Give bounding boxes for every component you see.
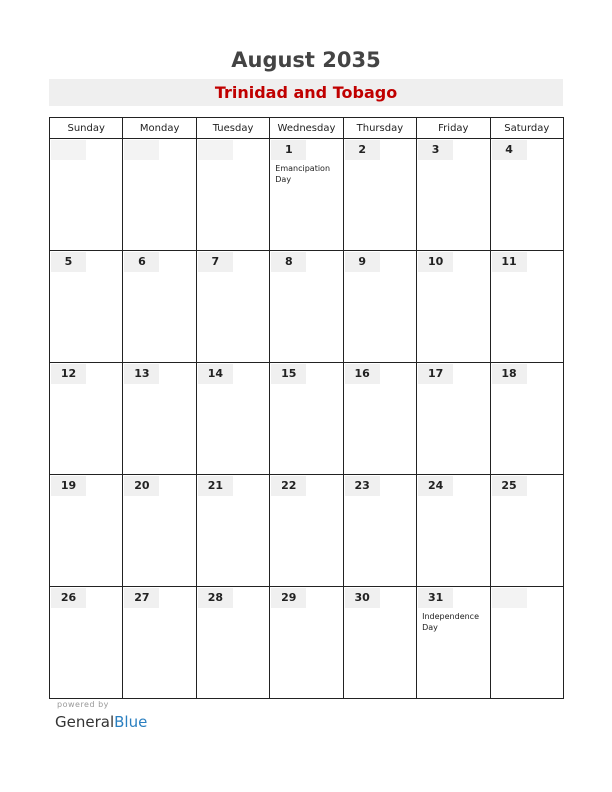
week-row	[50, 475, 564, 587]
powered-by-text: powered by	[57, 700, 109, 709]
weekday-header: Wednesday	[270, 118, 343, 139]
day-cell	[343, 139, 416, 251]
day-cell	[490, 251, 563, 363]
day-cell	[123, 363, 196, 475]
week-row	[50, 139, 564, 251]
day-number: 15	[271, 364, 306, 384]
day-number: 5	[51, 252, 86, 272]
country-name: Trinidad and Tobago	[214, 83, 398, 102]
day-cell	[490, 139, 563, 251]
day-cell	[196, 139, 269, 251]
day-number: 21	[198, 476, 233, 496]
day-cell	[270, 251, 343, 363]
brand-logo[interactable]	[55, 713, 147, 731]
day-number: 9	[345, 252, 380, 272]
day-cell	[270, 363, 343, 475]
week-row	[50, 251, 564, 363]
day-cell	[417, 363, 490, 475]
day-cell	[123, 587, 196, 699]
calendar-grid	[49, 117, 564, 699]
day-number: 20	[124, 476, 159, 496]
page-title: August 2035	[231, 48, 381, 72]
day-number: 18	[492, 364, 527, 384]
day-cell	[50, 587, 123, 699]
brand-general: General	[55, 713, 115, 731]
day-cell	[490, 475, 563, 587]
day-number: 26	[51, 588, 86, 608]
weekday-header: Thursday	[343, 118, 416, 139]
day-cell	[343, 251, 416, 363]
day-cell	[417, 475, 490, 587]
day-number: 27	[124, 588, 159, 608]
day-number	[124, 140, 159, 160]
day-number: 12	[51, 364, 86, 384]
day-cell	[123, 139, 196, 251]
day-number: 14	[198, 364, 233, 384]
day-number: 13	[124, 364, 159, 384]
day-cell	[50, 251, 123, 363]
holiday-label: Independence Day	[422, 612, 479, 632]
day-cell	[196, 475, 269, 587]
day-number	[198, 140, 233, 160]
weekday-header: Monday	[123, 118, 196, 139]
day-number: 17	[418, 364, 453, 384]
day-number: 22	[271, 476, 306, 496]
day-number	[51, 140, 86, 160]
holiday-label: Emancipation Day	[275, 164, 331, 184]
day-number: 11	[492, 252, 527, 272]
day-number: 25	[492, 476, 527, 496]
day-cell	[270, 587, 343, 699]
day-cell	[196, 587, 269, 699]
day-number	[492, 588, 527, 608]
day-cell	[343, 587, 416, 699]
day-number: 4	[492, 140, 527, 160]
day-cell	[343, 363, 416, 475]
week-row	[50, 363, 564, 475]
weekday-header: Saturday	[490, 118, 563, 139]
weekday-header: Sunday	[50, 118, 123, 139]
day-number: 2	[345, 140, 380, 160]
day-number: 30	[345, 588, 380, 608]
day-number: 8	[271, 252, 306, 272]
day-cell	[490, 363, 563, 475]
day-cell	[417, 139, 490, 251]
day-number: 7	[198, 252, 233, 272]
day-number: 19	[51, 476, 86, 496]
day-cell	[50, 475, 123, 587]
day-cell	[270, 139, 343, 251]
weekday-header: Tuesday	[196, 118, 269, 139]
country-banner	[49, 79, 563, 106]
day-cell	[50, 363, 123, 475]
day-cell	[417, 587, 490, 699]
weekday-header: Friday	[417, 118, 490, 139]
day-cell	[343, 475, 416, 587]
day-cell	[270, 475, 343, 587]
day-number: 16	[345, 364, 380, 384]
day-number: 6	[124, 252, 159, 272]
day-cell	[196, 251, 269, 363]
day-cell	[417, 251, 490, 363]
week-row	[50, 587, 564, 699]
day-cell	[50, 139, 123, 251]
day-number: 31	[418, 588, 453, 608]
day-number: 10	[418, 252, 453, 272]
day-cell	[123, 251, 196, 363]
weekday-header-row	[50, 118, 564, 139]
brand-blue: Blue	[114, 713, 148, 731]
day-number: 23	[345, 476, 380, 496]
day-number: 1	[271, 140, 306, 160]
day-number: 24	[418, 476, 453, 496]
day-cell	[123, 475, 196, 587]
day-number: 3	[418, 140, 453, 160]
day-cell	[196, 363, 269, 475]
day-number: 28	[198, 588, 233, 608]
day-number: 29	[271, 588, 306, 608]
day-cell	[490, 587, 563, 699]
